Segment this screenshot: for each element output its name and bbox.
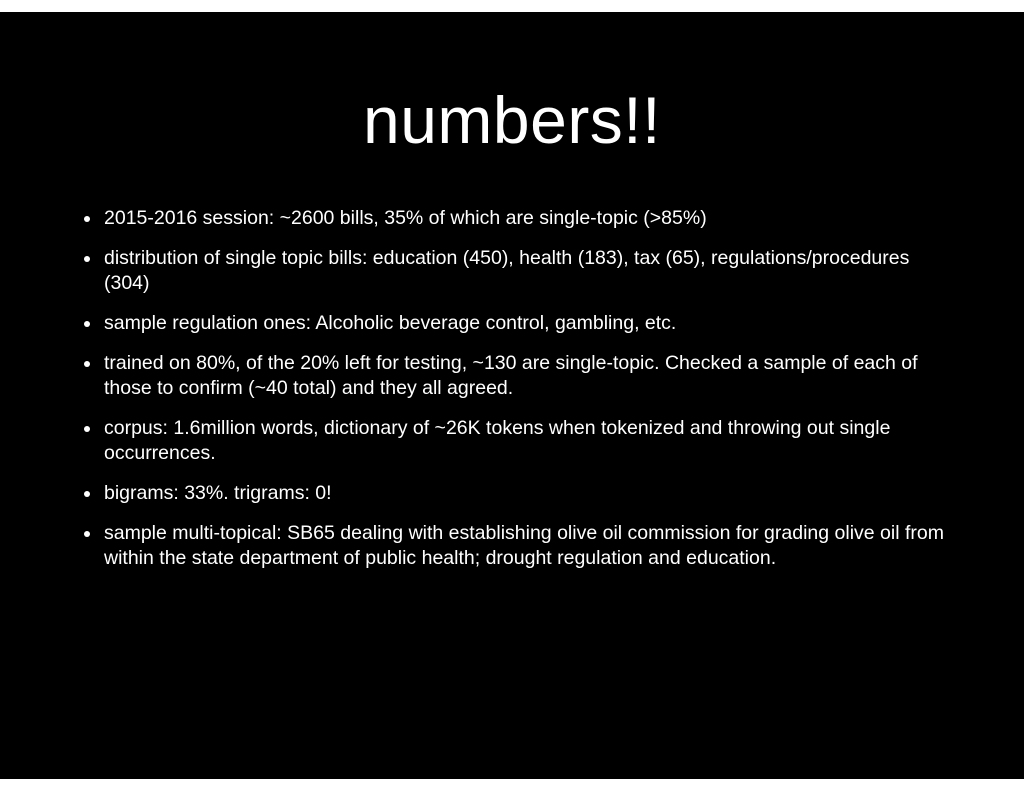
bullet-item: [84, 246, 944, 296]
bullet-item: [84, 481, 944, 506]
bullet-list: [84, 206, 944, 586]
bullet-dot-icon: [84, 426, 90, 432]
bullet-text: corpus: 1.6million words, dictionary of ~26K tokens when tokenized and throwing out single occurrences.: [104, 417, 891, 464]
bullet-item: [84, 351, 944, 401]
bullet-text: bigrams: 33%. trigrams: 0!: [104, 482, 332, 504]
bullet-dot-icon: [84, 531, 90, 537]
bullet-text: distribution of single topic bills: education (450), health (183), tax (65), regulations/procedures (304): [104, 247, 910, 294]
slide: [0, 12, 1024, 779]
bullet-text: 2015-2016 session: ~2600 bills, 35% of which are single-topic (>85%): [104, 207, 707, 229]
bullet-item: [84, 521, 944, 571]
bullet-text: sample multi-topical: SB65 dealing with establishing olive oil commission for grading olive oil from within the state department of public health; drought regulation and education.: [104, 522, 944, 569]
bullet-text: sample regulation ones: Alcoholic beverage control, gambling, etc.: [104, 312, 677, 334]
bullet-item: [84, 311, 944, 336]
bullet-dot-icon: [84, 216, 90, 222]
bullet-dot-icon: [84, 321, 90, 327]
bullet-dot-icon: [84, 361, 90, 367]
bullet-dot-icon: [84, 491, 90, 497]
slide-title: numbers!!: [363, 83, 661, 157]
bullet-text: trained on 80%, of the 20% left for testing, ~130 are single-topic. Checked a sample of each of those to confirm (~40 total) and they all agreed.: [104, 352, 918, 399]
bullet-item: [84, 416, 944, 466]
bullet-item: [84, 206, 944, 231]
bullet-dot-icon: [84, 256, 90, 262]
